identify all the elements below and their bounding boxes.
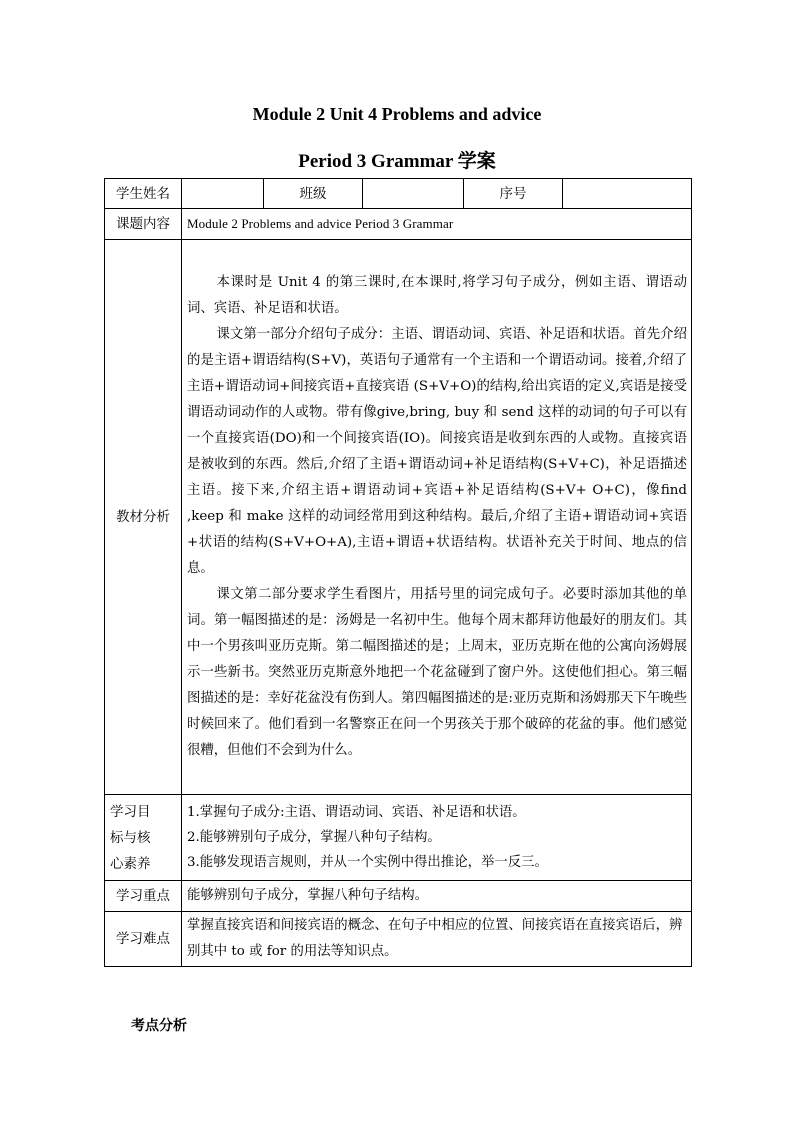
document-title: Module 2 Unit 4 Problems and advice — [252, 104, 542, 124]
seq-label: 序号 — [464, 179, 563, 209]
analysis-paragraph-1: 本课时是 Unit 4 的第三课时,在本课时,将学习句子成分，例如主语、谓语动词、宾语、补足语和状语。 — [187, 275, 687, 316]
learning-objectives-row — [105, 795, 692, 881]
learning-objectives-label — [105, 795, 182, 881]
student-name-field[interactable] — [182, 179, 264, 209]
objectives-label-line-2: 标与核 — [110, 829, 151, 846]
student-name-label: 学生姓名 — [105, 179, 182, 209]
class-field[interactable] — [363, 179, 464, 209]
analysis-paragraph-2: 课文第一部分介绍句子成分：主语、谓语动词、宾语、补足语和状语。首先介绍的是主语+谓语结构(S+V)，英语句子通常有一个主语和一个谓语动词。接着,介绍了主语+谓语动词+间接宾语+直接宾语 (S+V+O)的结构,给出宾语的定义,宾语是接受谓语动词动作的人或物。带有像give,bring, buy 和 send 这样的动词的句子可以有一个直接宾语(DO)和一个间接宾语(IO)。间接宾语是收到东西的人或物。直接宾语是被收到的东西。然后,介绍了主语+谓语动词+补足语结构(S+V+C)，补足语描述主语。接下来,介绍主语+谓语动词+宾语+补足语结构(S+V+ O+C)，像find ,keep 和 make 这样的动词经常用到这种结构。最后,介绍了主语+谓语动词+宾语+状语的结构(S+V+O+A),主语+谓语+状语结构。状语补充关于时间、地点的信息。 — [187, 327, 687, 576]
textbook-analysis-label: 教材分析 — [105, 240, 182, 795]
objective-item-3: 3.能够发现语言规则，并从一个实例中得出推论，举一反三。 — [187, 855, 548, 870]
difficulties-row — [105, 912, 692, 967]
course-content-label: 课题内容 — [105, 209, 182, 240]
student-info-row — [105, 179, 692, 209]
exam-analysis-heading: 考点分析 — [131, 1018, 187, 1034]
objective-item-1: 1.掌握句子成分:主语、谓语动词、宾语、补足语和状语。 — [187, 805, 526, 820]
key-points-value: 能够辨别句子成分，掌握八种句子结构。 — [182, 881, 692, 912]
course-content-row — [105, 209, 692, 240]
objective-item-2: 2.能够辨别句子成分，掌握八种句子结构。 — [187, 830, 441, 845]
analysis-paragraph-3: 课文第二部分要求学生看图片，用括号里的词完成句子。必要时添加其他的单词。第一幅图描述的是：汤姆是一名初中生。他每个周末都拜访他最好的朋友们。其中一个男孩叫亚历克斯。第二幅图描述的是；上周末，亚历克斯在他的公寓向汤姆展示一些新书。突然亚历克斯意外地把一个花盆碰到了窗户外。这使他们担心。第三幅图描述的是：幸好花盆没有伤到人。第四幅图描述的是:亚历克斯和汤姆那天下午晚些时候回来了。他们看到一名警察正在问一个男孩关于那个破碎的花盆的事。他们感觉很糟，但他们不会到为什么。 — [187, 587, 687, 758]
seq-field[interactable] — [563, 179, 692, 209]
textbook-analysis-content — [182, 240, 692, 795]
objectives-label-line-3: 心素养 — [110, 855, 151, 872]
lesson-plan-table — [104, 178, 692, 967]
class-label: 班级 — [264, 179, 363, 209]
difficulties-value: 掌握直接宾语和间接宾语的概念、在句子中相应的位置、间接宾语在直接宾语后，辨别其中 to 或 for 的用法等知识点。 — [182, 912, 692, 967]
course-content-value: Module 2 Problems and advice Period 3 Grammar — [182, 209, 692, 240]
learning-objectives-content — [182, 795, 692, 881]
document-subtitle: Period 3 Grammar 学案 — [298, 151, 496, 172]
key-points-row — [105, 881, 692, 912]
key-points-label: 学习重点 — [105, 881, 182, 912]
difficulties-label: 学习难点 — [105, 912, 182, 967]
objectives-label-line-1: 学习目 — [110, 803, 151, 820]
textbook-analysis-row — [105, 240, 692, 795]
